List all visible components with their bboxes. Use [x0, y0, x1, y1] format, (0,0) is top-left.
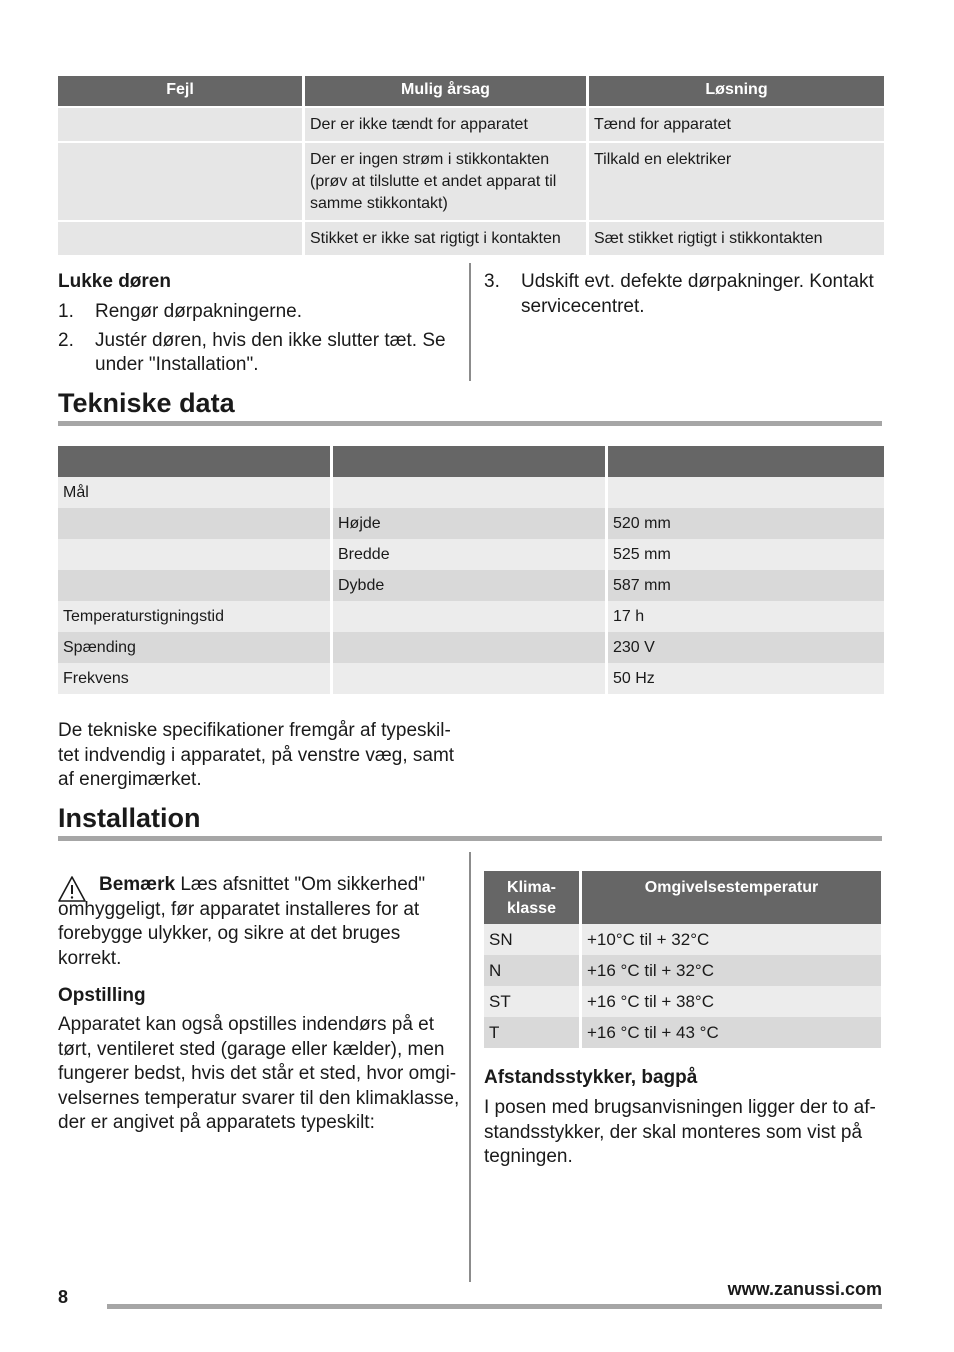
climate-table: [481, 871, 884, 1048]
tech-table-header: [58, 446, 884, 477]
list-item: [484, 270, 884, 319]
climate-class-cell: N: [484, 955, 579, 986]
warning-block: [58, 873, 460, 971]
cell: [608, 477, 884, 508]
fault-table: [55, 76, 887, 255]
cell: Temperaturstigningstid: [58, 601, 330, 632]
warning-text: Læs afsnittet "Om sikkerhed" omhyggeligt, før apparatet installeres for at forebygge ulykker, og sikre at det bruges korrekt.: [58, 874, 426, 969]
tech-table: [55, 446, 887, 694]
cause-cell: Der er ikke tændt for apparatet: [305, 106, 586, 141]
cause-cell: Der er ingen strøm i stikkontakten (prøv at tilslutte et andet apparat til samme stikkontakt): [305, 141, 586, 220]
close-door-steps-cont: [484, 270, 884, 323]
step-text: Justér døren, hvis den ikke slutter tæt. Se under "Installation".: [95, 329, 446, 375]
cell: [58, 539, 330, 570]
climate-class-cell: T: [484, 1017, 579, 1048]
section-rule: [58, 421, 882, 426]
step-number: 3.: [484, 271, 500, 292]
solution-cell: Sæt stikket rigtigt i stikkontakten: [589, 220, 884, 255]
cell: [333, 632, 605, 663]
climate-table-header: [484, 871, 881, 924]
header-cause: Mulig årsag: [305, 76, 586, 106]
cell: 587 mm: [608, 570, 884, 601]
fault-table-header: [58, 76, 884, 106]
cell: 50 Hz: [608, 663, 884, 694]
step-number: 2.: [58, 329, 74, 351]
header-cell: [608, 446, 884, 477]
cell: [58, 570, 330, 601]
cell: Mål: [58, 477, 330, 508]
cell: 520 mm: [608, 508, 884, 539]
table-row: [484, 924, 881, 955]
table-row: [58, 601, 884, 632]
header-cell: [58, 446, 330, 477]
list-item: [58, 300, 448, 325]
header-solution: Løsning: [589, 76, 884, 106]
solution-cell: Tilkald en elektriker: [589, 141, 884, 220]
placement-text: Apparatet kan også opstilles indendørs på et tørt, ventileret sted (garage eller kælder), men fungerer bedst, hvis det står et sted, hvor omgi-velsernes temperatur svarer til den klimaklasse, der er angivet på apparatets typeskilt:: [58, 1014, 460, 1133]
table-row: [484, 986, 881, 1017]
section-rule: [58, 836, 882, 841]
table-row: [58, 663, 884, 694]
installation-title: Installation: [58, 803, 201, 833]
header-climate-class: Klima-klasse: [484, 871, 579, 924]
page-number: 8: [58, 1287, 69, 1307]
tech-title: Tekniske data: [58, 388, 235, 418]
cell: 230 V: [608, 632, 884, 663]
cell: [333, 663, 605, 694]
spacers-text: I posen med brugsanvisningen ligger der to af-standsstykker, der skal monteres som vist på tegningen.: [484, 1097, 876, 1167]
cell: 17 h: [608, 601, 884, 632]
solution-cell: Tænd for apparatet: [589, 106, 884, 141]
climate-class-cell: SN: [484, 924, 579, 955]
table-row: [484, 955, 881, 986]
spacers-title: Afstandsstykker, bagpå: [484, 1067, 698, 1088]
table-row: [58, 106, 884, 141]
list-item: [58, 329, 448, 378]
table-row: [58, 220, 884, 255]
cell: Bredde: [333, 539, 605, 570]
temp-cell: +16 °C til + 38°C: [582, 986, 881, 1017]
placement-title: Opstilling: [58, 985, 146, 1006]
step-text: Rengør dørpakningerne.: [95, 301, 302, 322]
cell: Højde: [333, 508, 605, 539]
table-row: [58, 539, 884, 570]
tech-note: De tekniske specifikationer fremgår af typeskil-tet indvendig i apparatet, på venstre væg, samt af energimærket.: [58, 720, 455, 790]
climate-class-cell: ST: [484, 986, 579, 1017]
header-ambient-temp: Omgivelsestemperatur: [582, 871, 881, 924]
cell: [58, 508, 330, 539]
warning-triangle-icon: [58, 876, 86, 902]
cell: [333, 601, 605, 632]
cause-cell: Stikket er ikke sat rigtigt i kontakten: [305, 220, 586, 255]
warning-label: Bemærk: [99, 874, 176, 895]
header-fault: Fejl: [58, 76, 302, 106]
fault-cell: [58, 106, 302, 141]
column-divider: [469, 852, 471, 1282]
temp-cell: +16 °C til + 43 °C: [582, 1017, 881, 1048]
column-divider: [469, 263, 471, 381]
cell: Frekvens: [58, 663, 330, 694]
close-door-steps: [58, 300, 448, 382]
cell: 525 mm: [608, 539, 884, 570]
table-row: [58, 508, 884, 539]
table-row: [58, 570, 884, 601]
footer-rule: [107, 1304, 882, 1309]
close-door-title: Lukke døren: [58, 271, 171, 292]
table-row: [58, 141, 884, 220]
cell: [333, 477, 605, 508]
cell: Spænding: [58, 632, 330, 663]
fault-cell: [58, 220, 302, 255]
step-number: 1.: [58, 301, 74, 322]
table-row: [58, 477, 884, 508]
fault-cell: [58, 141, 302, 220]
table-row: [58, 632, 884, 663]
website-link[interactable]: www.zanussi.com: [727, 1279, 882, 1299]
header-cell: [333, 446, 605, 477]
cell: Dybde: [333, 570, 605, 601]
step-text: Udskift evt. defekte dørpakninger. Kontakt servicecentret.: [521, 271, 874, 317]
temp-cell: +16 °C til + 32°C: [582, 955, 881, 986]
table-row: [484, 1017, 881, 1048]
temp-cell: +10°C til + 32°C: [582, 924, 881, 955]
